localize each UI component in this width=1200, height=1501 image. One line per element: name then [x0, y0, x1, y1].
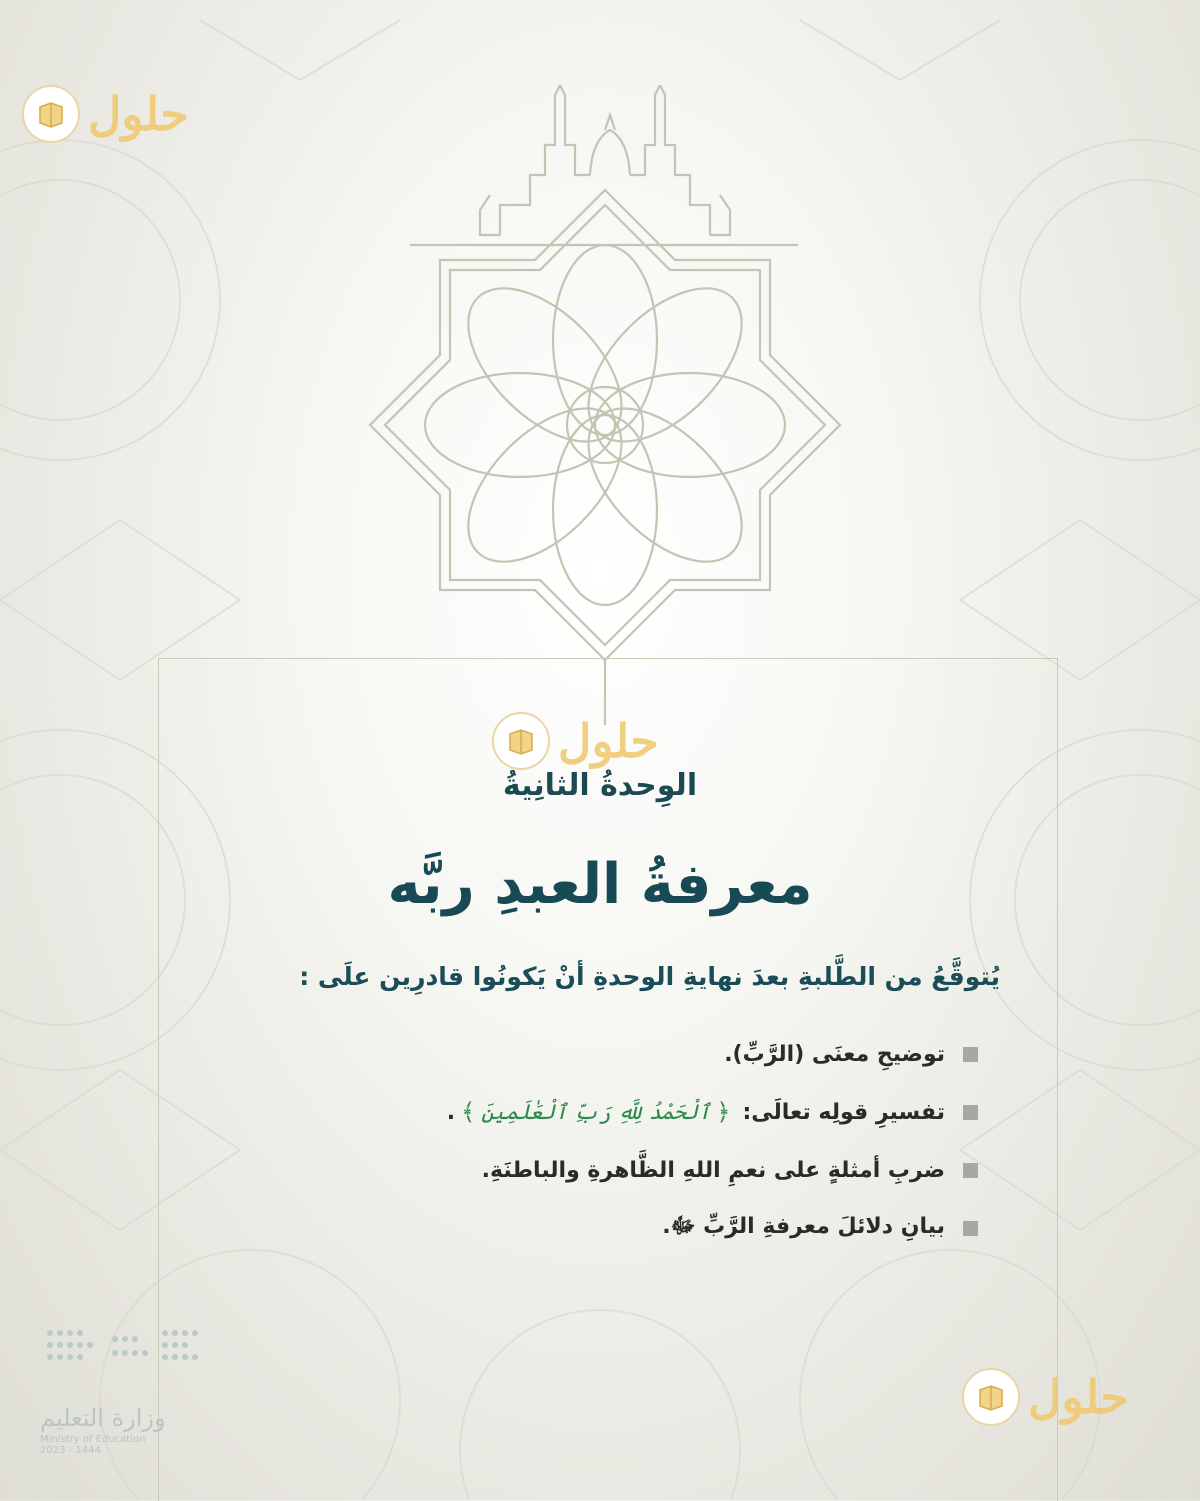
square-bullet-icon — [963, 1221, 978, 1236]
objective-item — [218, 1199, 978, 1257]
objective-text: تفسيرِ قولِه تعالَى: — [742, 1099, 945, 1125]
ministry-name-en: Ministry of Education — [40, 1434, 146, 1445]
ministry-dots-icon — [40, 1325, 200, 1370]
verse-text: ٱلْحَمْدُ لِلَّهِ رَبِّ ٱلْعَٰلَمِينَ — [481, 1100, 711, 1124]
objective-text: بيانِ دلائلَ معرفةِ الرَّبِّ ﷻ. — [662, 1214, 945, 1239]
watermark-top-left — [22, 85, 189, 143]
verse-open-bracket: ﴿ — [716, 1098, 731, 1126]
sentence-end: . — [446, 1099, 456, 1125]
mosque-ornament — [340, 85, 870, 725]
verse-close-bracket: ﴾ — [461, 1098, 476, 1126]
objectives-list — [218, 1025, 978, 1257]
square-bullet-icon — [963, 1105, 978, 1120]
watermark-center — [492, 712, 659, 770]
objective-text: ضربِ أمثلةٍ على نعمِ اللهِ الظَّاهرةِ والباطنَةِ. — [481, 1157, 945, 1183]
objective-item — [218, 1083, 978, 1141]
watermark-text: حلول — [88, 87, 189, 141]
watermark-text: حلول — [558, 714, 659, 768]
square-bullet-icon — [963, 1047, 978, 1062]
unit-label: الوِحدةُ الثانِيةُ — [502, 768, 698, 803]
ministry-name: وزارة التعليم — [40, 1404, 166, 1432]
objective-item — [218, 1025, 978, 1083]
watermark-text: حلول — [1028, 1370, 1129, 1424]
unit-title: معرفةُ العبدِ ربَّه — [387, 852, 813, 917]
square-bullet-icon — [963, 1163, 978, 1178]
book-icon — [962, 1368, 1020, 1426]
objective-item — [218, 1141, 978, 1199]
objectives-intro: يُتوقَّعُ من الطَّلبةِ بعدَ نهايةِ الوحدةِ أنْ يَكونُوا قادرِين علَى : — [299, 962, 1000, 991]
ministry-logo — [40, 1325, 210, 1456]
objective-text: توضيحِ معنَى (الرَّبِّ). — [724, 1041, 945, 1067]
book-icon — [22, 85, 80, 143]
ministry-year: 2023 - 1444 — [40, 1445, 101, 1456]
quran-verse — [461, 1098, 730, 1126]
book-icon — [492, 712, 550, 770]
watermark-bottom-right — [962, 1368, 1129, 1426]
